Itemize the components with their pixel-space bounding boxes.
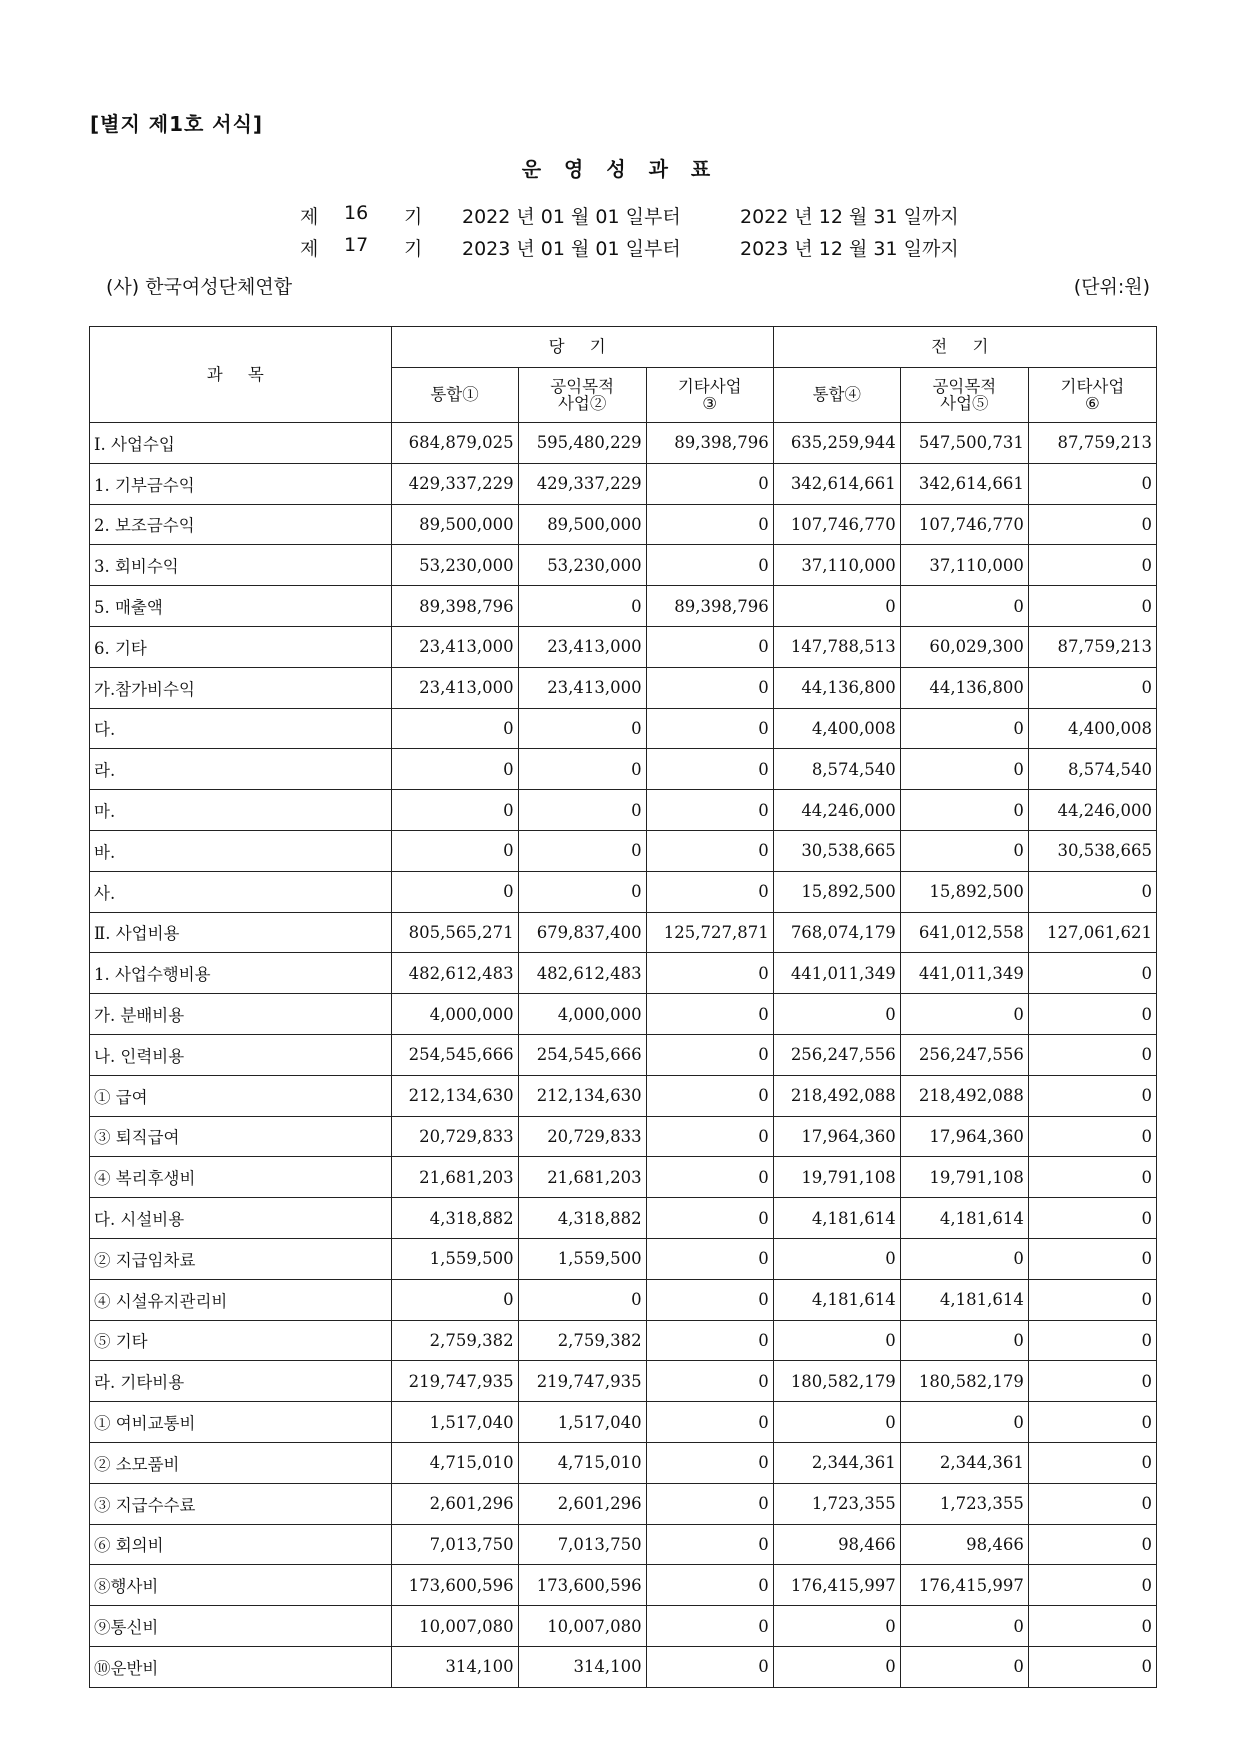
account-label: ③ 퇴직급여 bbox=[90, 1116, 392, 1157]
amount-cell: 2,759,382 bbox=[518, 1320, 646, 1361]
amount-cell: 0 bbox=[646, 1034, 773, 1075]
amount-cell: 219,747,935 bbox=[391, 1361, 518, 1402]
amount-cell: 10,007,080 bbox=[391, 1606, 518, 1647]
amount-cell: 8,574,540 bbox=[1028, 749, 1156, 790]
amount-cell: 429,337,229 bbox=[518, 463, 646, 504]
amount-cell: 0 bbox=[518, 749, 646, 790]
amount-cell: 176,415,997 bbox=[773, 1565, 900, 1606]
amount-cell: 0 bbox=[1028, 1116, 1156, 1157]
amount-cell: 0 bbox=[773, 586, 900, 627]
amount-cell: 212,134,630 bbox=[391, 1075, 518, 1116]
amount-cell: 4,400,008 bbox=[773, 708, 900, 749]
amount-cell: 342,614,661 bbox=[900, 463, 1028, 504]
table-row bbox=[90, 423, 1157, 464]
account-label: 가. 분배비용 bbox=[90, 994, 392, 1035]
amount-cell: 641,012,558 bbox=[900, 912, 1028, 953]
amount-cell: 314,100 bbox=[391, 1646, 518, 1687]
amount-cell: 0 bbox=[1028, 994, 1156, 1035]
table-row bbox=[90, 1238, 1157, 1279]
amount-cell: 147,788,513 bbox=[773, 626, 900, 667]
column-header: 공익목적 사업⑤ bbox=[900, 368, 1028, 423]
amount-cell: 0 bbox=[646, 790, 773, 831]
amount-cell: 23,413,000 bbox=[391, 626, 518, 667]
table-row bbox=[90, 1320, 1157, 1361]
column-header: 공익목적 사업② bbox=[518, 368, 646, 423]
amount-cell: 1,559,500 bbox=[391, 1238, 518, 1279]
amount-cell: 2,344,361 bbox=[900, 1442, 1028, 1483]
amount-cell: 0 bbox=[646, 830, 773, 871]
amount-cell: 0 bbox=[900, 994, 1028, 1035]
amount-cell: 0 bbox=[391, 830, 518, 871]
amount-cell: 0 bbox=[646, 1565, 773, 1606]
account-label: 사. bbox=[90, 871, 392, 912]
amount-cell: 23,413,000 bbox=[391, 667, 518, 708]
account-label: ③ 지급수수료 bbox=[90, 1483, 392, 1524]
column-header: 기타사업 ⑥ bbox=[1028, 368, 1156, 423]
amount-cell: 1,517,040 bbox=[391, 1402, 518, 1443]
account-label: 나. 인력비용 bbox=[90, 1034, 392, 1075]
table-row bbox=[90, 1157, 1157, 1198]
amount-cell: 0 bbox=[900, 1646, 1028, 1687]
amount-cell: 0 bbox=[1028, 1402, 1156, 1443]
amount-cell: 635,259,944 bbox=[773, 423, 900, 464]
table-row bbox=[90, 1075, 1157, 1116]
account-label: 6. 기타 bbox=[90, 626, 392, 667]
amount-cell: 256,247,556 bbox=[773, 1034, 900, 1075]
amount-cell: 342,614,661 bbox=[773, 463, 900, 504]
amount-cell: 0 bbox=[391, 1279, 518, 1320]
column-header: 기타사업 ③ bbox=[646, 368, 773, 423]
table-row bbox=[90, 1524, 1157, 1565]
amount-cell: 0 bbox=[646, 1361, 773, 1402]
amount-cell: 0 bbox=[518, 830, 646, 871]
amount-cell: 0 bbox=[773, 1606, 900, 1647]
amount-cell: 19,791,108 bbox=[773, 1157, 900, 1198]
amount-cell: 0 bbox=[1028, 1483, 1156, 1524]
account-label: 가.참가비수익 bbox=[90, 667, 392, 708]
amount-cell: 0 bbox=[1028, 1565, 1156, 1606]
amount-cell: 173,600,596 bbox=[391, 1565, 518, 1606]
amount-cell: 180,582,179 bbox=[773, 1361, 900, 1402]
period-gi: 기 bbox=[404, 238, 423, 260]
amount-cell: 0 bbox=[1028, 1320, 1156, 1361]
amount-cell: 4,715,010 bbox=[518, 1442, 646, 1483]
amount-cell: 768,074,179 bbox=[773, 912, 900, 953]
subject-header: 과 목 bbox=[90, 327, 392, 423]
amount-cell: 0 bbox=[646, 1198, 773, 1239]
amount-cell: 0 bbox=[773, 994, 900, 1035]
account-label: 1. 기부금수익 bbox=[90, 463, 392, 504]
amount-cell: 0 bbox=[1028, 545, 1156, 586]
amount-cell: 44,246,000 bbox=[1028, 790, 1156, 831]
table-row bbox=[90, 912, 1157, 953]
amount-cell: 0 bbox=[646, 667, 773, 708]
amount-cell: 53,230,000 bbox=[518, 545, 646, 586]
amount-cell: 0 bbox=[646, 504, 773, 545]
amount-cell: 0 bbox=[1028, 1361, 1156, 1402]
amount-cell: 98,466 bbox=[900, 1524, 1028, 1565]
table-row bbox=[90, 1483, 1157, 1524]
amount-cell: 0 bbox=[518, 708, 646, 749]
amount-cell: 87,759,213 bbox=[1028, 423, 1156, 464]
account-label: ⑩운반비 bbox=[90, 1646, 392, 1687]
amount-cell: 173,600,596 bbox=[518, 1565, 646, 1606]
amount-cell: 53,230,000 bbox=[391, 545, 518, 586]
column-header: 통합① bbox=[391, 368, 518, 423]
period-number: 17 bbox=[344, 234, 369, 256]
amount-cell: 4,181,614 bbox=[773, 1198, 900, 1239]
amount-cell: 0 bbox=[1028, 463, 1156, 504]
amount-cell: 1,723,355 bbox=[900, 1483, 1028, 1524]
amount-cell: 0 bbox=[1028, 1606, 1156, 1647]
amount-cell: 0 bbox=[646, 1279, 773, 1320]
amount-cell: 0 bbox=[646, 463, 773, 504]
amount-cell: 4,400,008 bbox=[1028, 708, 1156, 749]
amount-cell: 17,964,360 bbox=[773, 1116, 900, 1157]
amount-cell: 2,601,296 bbox=[518, 1483, 646, 1524]
amount-cell: 89,500,000 bbox=[391, 504, 518, 545]
amount-cell: 0 bbox=[1028, 1157, 1156, 1198]
amount-cell: 0 bbox=[646, 1320, 773, 1361]
account-label: Ⅰ. 사업수입 bbox=[90, 423, 392, 464]
account-label: 다. bbox=[90, 708, 392, 749]
amount-cell: 0 bbox=[1028, 1442, 1156, 1483]
amount-cell: 0 bbox=[900, 1320, 1028, 1361]
amount-cell: 4,000,000 bbox=[391, 994, 518, 1035]
amount-cell: 23,413,000 bbox=[518, 626, 646, 667]
account-label: 바. bbox=[90, 830, 392, 871]
account-label: 1. 사업수행비용 bbox=[90, 953, 392, 994]
table-row bbox=[90, 626, 1157, 667]
amount-cell: 44,136,800 bbox=[773, 667, 900, 708]
amount-cell: 0 bbox=[646, 1157, 773, 1198]
account-label: ① 급여 bbox=[90, 1075, 392, 1116]
account-label: 다. 시설비용 bbox=[90, 1198, 392, 1239]
table-row bbox=[90, 708, 1157, 749]
table-row bbox=[90, 1116, 1157, 1157]
amount-cell: 0 bbox=[646, 1524, 773, 1565]
amount-cell: 89,398,796 bbox=[646, 423, 773, 464]
amount-cell: 0 bbox=[1028, 586, 1156, 627]
table-row bbox=[90, 830, 1157, 871]
period-gi: 기 bbox=[404, 206, 423, 228]
amount-cell: 0 bbox=[646, 994, 773, 1035]
amount-cell: 218,492,088 bbox=[900, 1075, 1028, 1116]
period-je: 제 bbox=[300, 238, 319, 260]
amount-cell: 0 bbox=[773, 1320, 900, 1361]
document-title: 운 영 성 과 표 bbox=[521, 157, 719, 181]
amount-cell: 684,879,025 bbox=[391, 423, 518, 464]
amount-cell: 21,681,203 bbox=[391, 1157, 518, 1198]
currency-unit: (단위:원) bbox=[1073, 276, 1150, 298]
column-header: 통합④ bbox=[773, 368, 900, 423]
amount-cell: 0 bbox=[646, 1606, 773, 1647]
amount-cell: 15,892,500 bbox=[900, 871, 1028, 912]
amount-cell: 547,500,731 bbox=[900, 423, 1028, 464]
table-row bbox=[90, 504, 1157, 545]
amount-cell: 89,500,000 bbox=[518, 504, 646, 545]
amount-cell: 125,727,871 bbox=[646, 912, 773, 953]
amount-cell: 44,136,800 bbox=[900, 667, 1028, 708]
amount-cell: 0 bbox=[518, 871, 646, 912]
amount-cell: 0 bbox=[646, 545, 773, 586]
account-label: 라. 기타비용 bbox=[90, 1361, 392, 1402]
amount-cell: 4,000,000 bbox=[518, 994, 646, 1035]
amount-cell: 0 bbox=[1028, 953, 1156, 994]
amount-cell: 0 bbox=[1028, 1238, 1156, 1279]
amount-cell: 254,545,666 bbox=[518, 1034, 646, 1075]
amount-cell: 0 bbox=[646, 1075, 773, 1116]
amount-cell: 0 bbox=[900, 749, 1028, 790]
amount-cell: 0 bbox=[518, 790, 646, 831]
amount-cell: 10,007,080 bbox=[518, 1606, 646, 1647]
amount-cell: 20,729,833 bbox=[391, 1116, 518, 1157]
amount-cell: 127,061,621 bbox=[1028, 912, 1156, 953]
amount-cell: 1,517,040 bbox=[518, 1402, 646, 1443]
period-from: 2023 년 01 월 01 일부터 bbox=[462, 238, 681, 260]
prior-period-header: 전 기 bbox=[773, 327, 1156, 368]
account-label: ⑤ 기타 bbox=[90, 1320, 392, 1361]
amount-cell: 4,181,614 bbox=[773, 1279, 900, 1320]
table-row bbox=[90, 1402, 1157, 1443]
amount-cell: 0 bbox=[391, 708, 518, 749]
amount-cell: 2,601,296 bbox=[391, 1483, 518, 1524]
amount-cell: 0 bbox=[773, 1402, 900, 1443]
period-je: 제 bbox=[300, 206, 319, 228]
table-body bbox=[90, 423, 1157, 1688]
amount-cell: 0 bbox=[391, 749, 518, 790]
amount-cell: 4,181,614 bbox=[900, 1198, 1028, 1239]
table-row bbox=[90, 953, 1157, 994]
amount-cell: 2,344,361 bbox=[773, 1442, 900, 1483]
amount-cell: 482,612,483 bbox=[518, 953, 646, 994]
amount-cell: 0 bbox=[773, 1646, 900, 1687]
amount-cell: 0 bbox=[646, 953, 773, 994]
amount-cell: 441,011,349 bbox=[773, 953, 900, 994]
account-label: 마. bbox=[90, 790, 392, 831]
amount-cell: 595,480,229 bbox=[518, 423, 646, 464]
table-row bbox=[90, 1565, 1157, 1606]
table-row bbox=[90, 586, 1157, 627]
table-row bbox=[90, 1279, 1157, 1320]
amount-cell: 107,746,770 bbox=[773, 504, 900, 545]
header-row-top bbox=[90, 327, 1157, 368]
account-label: 3. 회비수익 bbox=[90, 545, 392, 586]
amount-cell: 37,110,000 bbox=[773, 545, 900, 586]
amount-cell: 180,582,179 bbox=[900, 1361, 1028, 1402]
account-label: ② 지급임차료 bbox=[90, 1238, 392, 1279]
amount-cell: 0 bbox=[1028, 504, 1156, 545]
amount-cell: 805,565,271 bbox=[391, 912, 518, 953]
amount-cell: 679,837,400 bbox=[518, 912, 646, 953]
amount-cell: 0 bbox=[391, 790, 518, 831]
amount-cell: 0 bbox=[773, 1238, 900, 1279]
period-from: 2022 년 01 월 01 일부터 bbox=[462, 206, 681, 228]
amount-cell: 0 bbox=[646, 626, 773, 667]
amount-cell: 482,612,483 bbox=[391, 953, 518, 994]
amount-cell: 4,318,882 bbox=[518, 1198, 646, 1239]
amount-cell: 0 bbox=[646, 1646, 773, 1687]
amount-cell: 254,545,666 bbox=[391, 1034, 518, 1075]
table-row bbox=[90, 1606, 1157, 1647]
amount-cell: 219,747,935 bbox=[518, 1361, 646, 1402]
amount-cell: 0 bbox=[900, 1238, 1028, 1279]
period-to: 2022 년 12 월 31 일까지 bbox=[740, 206, 959, 228]
account-label: 2. 보조금수익 bbox=[90, 504, 392, 545]
amount-cell: 0 bbox=[900, 830, 1028, 871]
amount-cell: 0 bbox=[646, 1238, 773, 1279]
account-label: 5. 매출액 bbox=[90, 586, 392, 627]
amount-cell: 20,729,833 bbox=[518, 1116, 646, 1157]
table-row bbox=[90, 790, 1157, 831]
table-row bbox=[90, 749, 1157, 790]
amount-cell: 2,759,382 bbox=[391, 1320, 518, 1361]
amount-cell: 0 bbox=[518, 1279, 646, 1320]
amount-cell: 89,398,796 bbox=[391, 586, 518, 627]
amount-cell: 0 bbox=[1028, 1646, 1156, 1687]
table-row bbox=[90, 545, 1157, 586]
amount-cell: 0 bbox=[1028, 1279, 1156, 1320]
amount-cell: 30,538,665 bbox=[1028, 830, 1156, 871]
amount-cell: 87,759,213 bbox=[1028, 626, 1156, 667]
amount-cell: 0 bbox=[1028, 667, 1156, 708]
amount-cell: 0 bbox=[646, 1116, 773, 1157]
amount-cell: 0 bbox=[900, 1402, 1028, 1443]
amount-cell: 30,538,665 bbox=[773, 830, 900, 871]
amount-cell: 314,100 bbox=[518, 1646, 646, 1687]
table-row bbox=[90, 1442, 1157, 1483]
table-row bbox=[90, 1646, 1157, 1687]
table-row bbox=[90, 463, 1157, 504]
table-row bbox=[90, 1198, 1157, 1239]
amount-cell: 4,715,010 bbox=[391, 1442, 518, 1483]
amount-cell: 176,415,997 bbox=[900, 1565, 1028, 1606]
amount-cell: 44,246,000 bbox=[773, 790, 900, 831]
organization-name: (사) 한국여성단체연합 bbox=[106, 276, 293, 298]
amount-cell: 7,013,750 bbox=[518, 1524, 646, 1565]
form-label: [별지 제1호 서식] bbox=[90, 112, 264, 136]
amount-cell: 1,723,355 bbox=[773, 1483, 900, 1524]
account-label: ② 소모품비 bbox=[90, 1442, 392, 1483]
account-label: ⑥ 회의비 bbox=[90, 1524, 392, 1565]
amount-cell: 218,492,088 bbox=[773, 1075, 900, 1116]
amount-cell: 0 bbox=[1028, 871, 1156, 912]
amount-cell: 429,337,229 bbox=[391, 463, 518, 504]
amount-cell: 0 bbox=[900, 790, 1028, 831]
amount-cell: 37,110,000 bbox=[900, 545, 1028, 586]
account-label: 라. bbox=[90, 749, 392, 790]
amount-cell: 0 bbox=[1028, 1075, 1156, 1116]
amount-cell: 4,181,614 bbox=[900, 1279, 1028, 1320]
amount-cell: 1,559,500 bbox=[518, 1238, 646, 1279]
table-row bbox=[90, 1034, 1157, 1075]
amount-cell: 19,791,108 bbox=[900, 1157, 1028, 1198]
amount-cell: 107,746,770 bbox=[900, 504, 1028, 545]
amount-cell: 8,574,540 bbox=[773, 749, 900, 790]
amount-cell: 0 bbox=[1028, 1524, 1156, 1565]
amount-cell: 0 bbox=[646, 749, 773, 790]
amount-cell: 0 bbox=[391, 871, 518, 912]
amount-cell: 0 bbox=[900, 708, 1028, 749]
amount-cell: 7,013,750 bbox=[391, 1524, 518, 1565]
operating-results-table bbox=[89, 326, 1157, 1688]
amount-cell: 4,318,882 bbox=[391, 1198, 518, 1239]
table-row bbox=[90, 1361, 1157, 1402]
amount-cell: 256,247,556 bbox=[900, 1034, 1028, 1075]
account-label: ⑧행사비 bbox=[90, 1565, 392, 1606]
amount-cell: 17,964,360 bbox=[900, 1116, 1028, 1157]
amount-cell: 0 bbox=[900, 1606, 1028, 1647]
table-row bbox=[90, 994, 1157, 1035]
amount-cell: 60,029,300 bbox=[900, 626, 1028, 667]
amount-cell: 0 bbox=[646, 708, 773, 749]
amount-cell: 21,681,203 bbox=[518, 1157, 646, 1198]
account-label: Ⅱ. 사업비용 bbox=[90, 912, 392, 953]
table-row bbox=[90, 667, 1157, 708]
amount-cell: 89,398,796 bbox=[646, 586, 773, 627]
amount-cell: 0 bbox=[1028, 1198, 1156, 1239]
amount-cell: 0 bbox=[1028, 1034, 1156, 1075]
amount-cell: 441,011,349 bbox=[900, 953, 1028, 994]
amount-cell: 15,892,500 bbox=[773, 871, 900, 912]
period-to: 2023 년 12 월 31 일까지 bbox=[740, 238, 959, 260]
account-label: ⑨통신비 bbox=[90, 1606, 392, 1647]
amount-cell: 0 bbox=[646, 1483, 773, 1524]
table-row bbox=[90, 871, 1157, 912]
amount-cell: 23,413,000 bbox=[518, 667, 646, 708]
amount-cell: 0 bbox=[646, 871, 773, 912]
amount-cell: 212,134,630 bbox=[518, 1075, 646, 1116]
current-period-header: 당 기 bbox=[391, 327, 773, 368]
amount-cell: 0 bbox=[900, 586, 1028, 627]
period-number: 16 bbox=[344, 202, 369, 224]
amount-cell: 0 bbox=[646, 1442, 773, 1483]
account-label: ④ 복리후생비 bbox=[90, 1157, 392, 1198]
amount-cell: 0 bbox=[646, 1402, 773, 1443]
account-label: ① 여비교통비 bbox=[90, 1402, 392, 1443]
account-label: ④ 시설유지관리비 bbox=[90, 1279, 392, 1320]
amount-cell: 0 bbox=[518, 586, 646, 627]
amount-cell: 98,466 bbox=[773, 1524, 900, 1565]
